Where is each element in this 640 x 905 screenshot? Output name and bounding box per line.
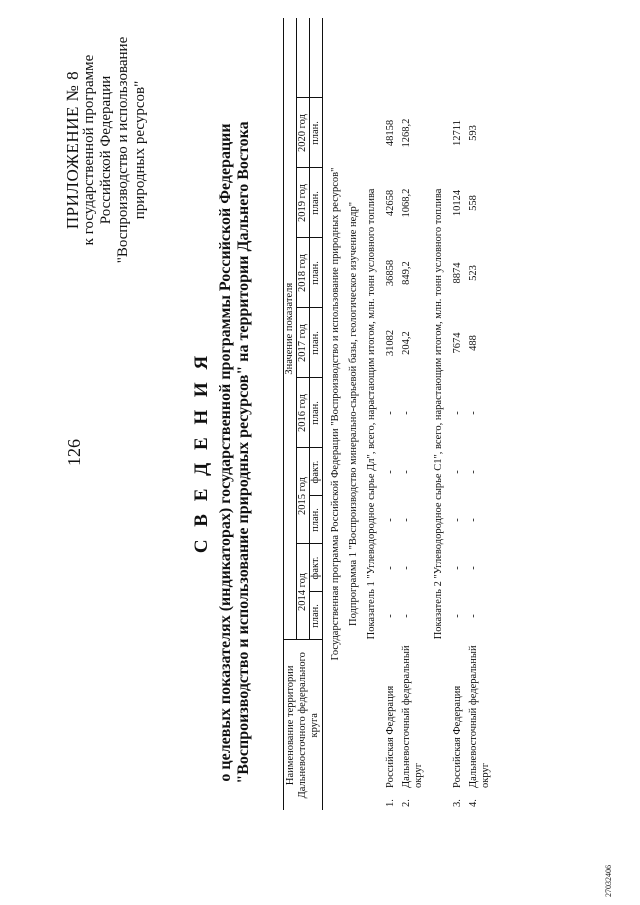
cell-value: 849,2 (401, 261, 412, 285)
cell-value: 31082 (385, 329, 396, 357)
title-heading: С В Е Д Е Н И Я (191, 351, 212, 554)
title-line: о целевых показателях (индикаторах) государственной программы Российской Федерации (217, 123, 234, 782)
cell-value: - (468, 411, 479, 415)
year-header: 2014 год (297, 544, 310, 640)
year-header: 2019 год (297, 168, 310, 238)
cell-value: 36858 (385, 259, 396, 287)
table-row (464, 18, 492, 810)
cell-value: 523 (468, 265, 479, 281)
cell-value: - (468, 566, 479, 570)
indicator-title: Показатель 1 "Углеводородное сырье Дл", всего, нарастающим итогом, млн. тонн условного топлива (366, 188, 377, 640)
plan-subheader: план. (310, 378, 323, 448)
year-header: 2020 год (297, 98, 310, 168)
row-number: 1. (385, 799, 396, 807)
cell-value: 48158 (385, 119, 396, 147)
appendix-line: Российской Федерации (98, 75, 114, 225)
cell-value: 488 (468, 335, 479, 351)
cell-value: - (468, 518, 479, 522)
appendix-title: ПРИЛОЖЕНИЕ № 8 (63, 70, 82, 230)
program-title: Государственная программа Российской Федерации "Воспроизводство и использование природных ресурсов" (330, 167, 341, 661)
indicator-table (283, 18, 492, 810)
appendix-line: к государственной программе (81, 54, 97, 246)
table-row (397, 18, 425, 810)
cell-value: - (452, 411, 463, 415)
plan-subheader: план. (310, 496, 323, 544)
cell-value: 42658 (385, 189, 396, 217)
cell-value: - (401, 411, 412, 415)
territory-name: Российская Федерация (452, 685, 463, 788)
cell-value: - (385, 614, 396, 618)
subprogram-title: Подпрограмма 1 "Воспроизводство минерально-сырьевой базы, геологическое изучение недр" (348, 201, 359, 626)
row-number: 3. (452, 799, 463, 807)
table-row (448, 18, 464, 810)
cell-value: - (452, 614, 463, 618)
cell-value: - (385, 411, 396, 415)
document-code: 27032406 (604, 865, 613, 897)
cell-value: 12711 (452, 120, 463, 146)
cell-value: - (385, 566, 396, 570)
row-number: 2. (401, 799, 412, 807)
year-header: 2017 год (297, 308, 310, 378)
appendix-line: "Воспроизводство и использование (115, 36, 131, 264)
document-title (193, 0, 253, 905)
cell-value: - (452, 518, 463, 522)
cell-value: - (468, 614, 479, 618)
cell-value: - (401, 614, 412, 618)
title-line: "Воспроизводство и использование природных ресурсов" на территории Дальнего Востока (235, 121, 252, 784)
cell-value: 7674 (452, 332, 463, 354)
indicator-table-wrapper (283, 18, 492, 810)
cell-value: - (468, 470, 479, 474)
plan-subheader: план. (310, 592, 323, 640)
appendix-line: природных ресурсов" (132, 80, 148, 220)
cell-value: - (401, 470, 412, 474)
year-header: 2016 год (297, 378, 310, 448)
name-column-header: Наименование территории Дальневосточного федерального круга (284, 640, 323, 810)
empty-header (297, 18, 310, 98)
plan-subheader: план. (310, 168, 323, 238)
value-group-header: Значение показателя (284, 18, 297, 640)
plan-subheader: план. (310, 308, 323, 378)
territory-name: Дальневосточный федеральный округ (468, 645, 491, 788)
year-header: 2015 год (297, 448, 310, 544)
row-number: 4. (468, 799, 479, 807)
plan-subheader: план. (310, 238, 323, 308)
plan-subheader: план. (310, 98, 323, 168)
page-number: 126 (64, 439, 84, 466)
cell-value: - (452, 566, 463, 570)
territory-name: Дальневосточный федеральный округ (401, 645, 424, 788)
cell-value: 558 (468, 195, 479, 211)
cell-value: 593 (468, 125, 479, 141)
empty-subheader (310, 18, 323, 98)
cell-value: 1068,2 (401, 188, 412, 218)
fact-subheader: факт. (310, 544, 323, 592)
cell-value: - (401, 518, 412, 522)
cell-value: - (385, 470, 396, 474)
cell-value: 10124 (452, 189, 463, 217)
territory-name: Российская Федерация (385, 685, 396, 788)
appendix-block (64, 15, 149, 285)
cell-value: - (385, 518, 396, 522)
fact-subheader: факт. (310, 448, 323, 496)
cell-value: 204,2 (401, 331, 412, 355)
cell-value: - (401, 566, 412, 570)
cell-value: 1268,2 (401, 118, 412, 148)
cell-value: - (452, 470, 463, 474)
table-row (381, 18, 397, 810)
year-header: 2018 год (297, 238, 310, 308)
cell-value: 8874 (452, 262, 463, 284)
indicator-title: Показатель 2 "Углеводородное сырье С1", всего, нарастающим итогом, млн. тонн условного топлива (433, 188, 444, 640)
